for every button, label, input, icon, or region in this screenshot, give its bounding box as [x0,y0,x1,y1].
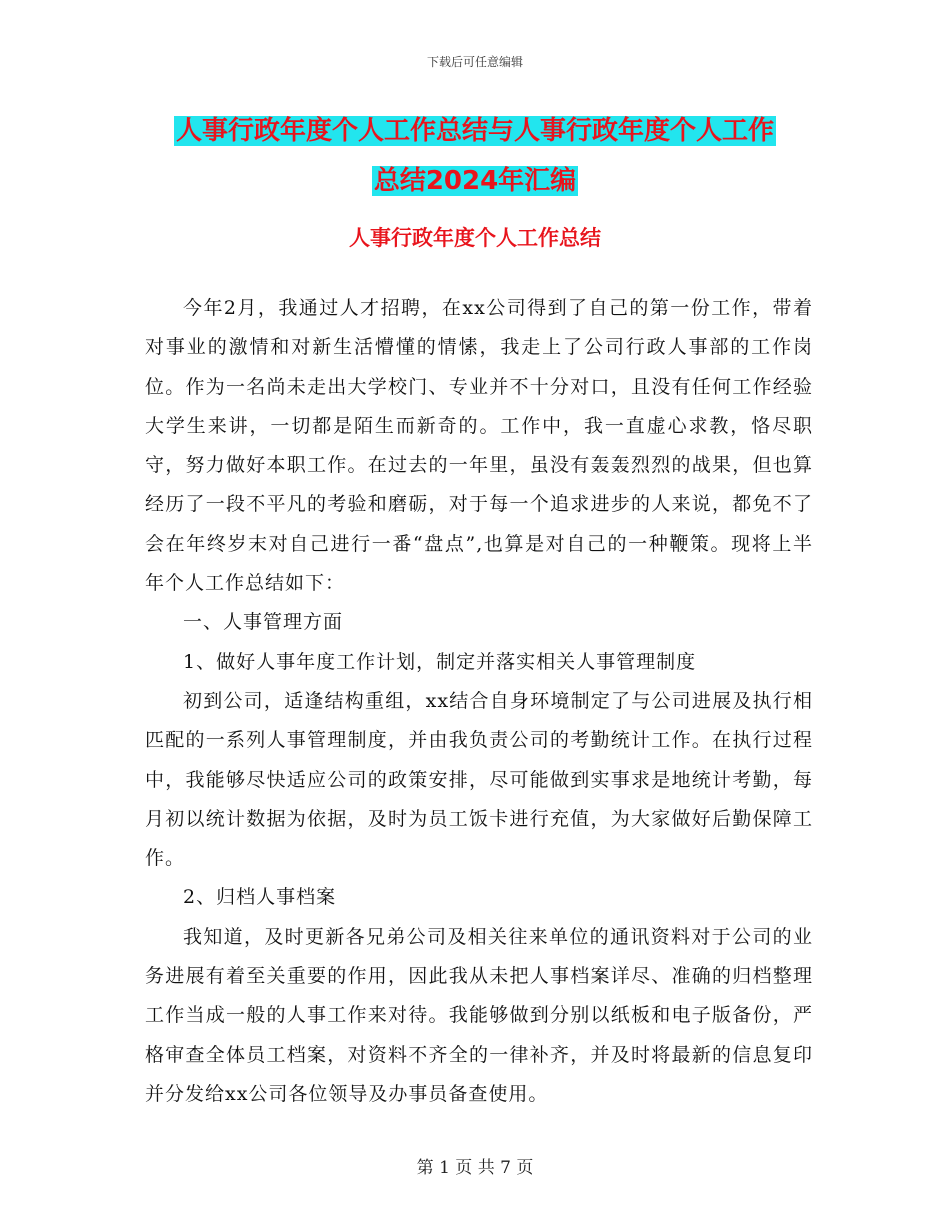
subheading-annual-plan: 1、做好人事年度工作计划，制定并落实相关人事管理制度 [183,650,697,673]
heading-personnel-management: 一、人事管理方面 [183,611,344,634]
page-header-note: 下载后可任意编辑 [426,55,523,69]
section-title: 人事行政年度个人工作总结 [349,226,601,250]
paragraph-annual-plan: 初到公司，适逢结构重组，xx结合自身环境制定了与公司进展及执行相匹配的一系列人事管理制度，并由我负责公司的考勤统计工作。在执行过程中，我能够尽快适应公司的政策安排，尽可能做到实事求是地统计考勤，每月初以统计数据为依据，及时为员工饭卡进行充值，为大家做好后勤保障工作。 [145,689,813,870]
subheading-archives: 2、归档人事档案 [183,886,337,909]
document-title-line-1: 人事行政年度个人工作总结与人事行政年度个人工作 [175,116,774,146]
paragraph-archives: 我知道，及时更新各兄弟公司及相关往来单位的通讯资料对于公司的业务进展有着至关重要的作用，因此我从未把人事档案详尽、准确的归档整理工作当成一般的人事工作来对待。我能够做到分别以纸板和电子版备份，严格审查全体员工档案，对资料不齐全的一律补齐，并及时将最新的信息复印并分发给xx公司各位领导及办事员备查使用。 [145,925,813,1105]
page-number-footer: 第 1 页 共 7 页 [416,1158,534,1178]
document-title [0,106,950,206]
paragraph-intro: 今年2月，我通过人才招聘，在xx公司得到了自己的第一份工作，带着对事业的激情和对新生活懵懂的情愫，我走上了公司行政人事部的工作岗位。作为一名尚未走出大学校门、专业并不十分对口，且没有任何工作经验大学生来讲，一切都是陌生而新奇的。工作中，我一直虚心求教，恪尽职守，努力做好本职工作。在过去的一年里，虽没有轰轰烈烈的战果，但也算经历了一段不平凡的考验和磨砺，对于每一个追求进步的人来说，都免不了会在年终岁末对自己进行一番“盘点”,也算是对自己的一种鞭策。现将上半年个人工作总结如下： [145,297,813,595]
document-title-line-2: 总结2024年汇编 [373,166,577,196]
document-body [145,289,813,1114]
